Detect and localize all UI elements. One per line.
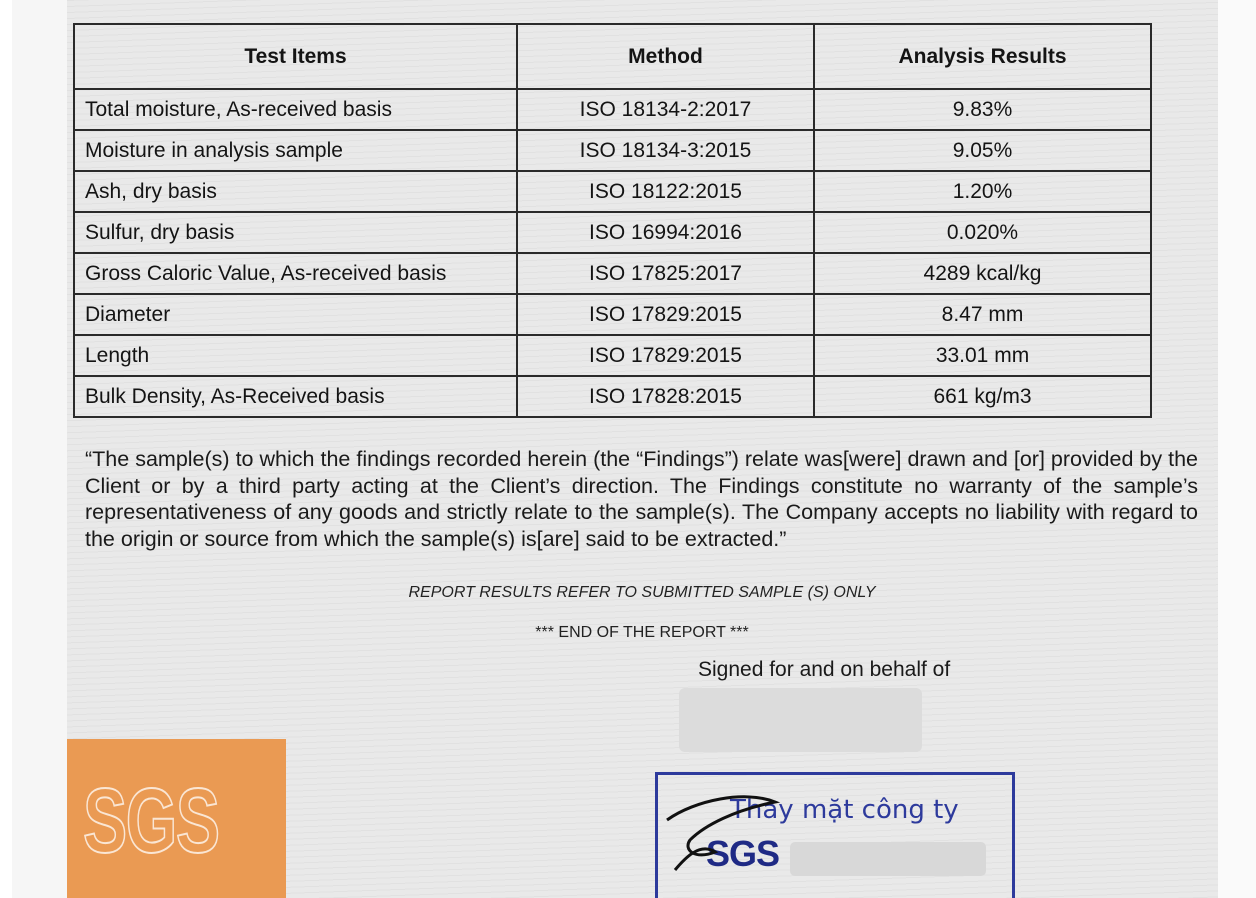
method-cell: ISO 18134-3:2015 xyxy=(517,130,814,171)
test-item-cell: Total moisture, As-received basis xyxy=(74,89,517,130)
method-cell: ISO 18122:2015 xyxy=(517,171,814,212)
table-row xyxy=(74,335,1151,376)
method-cell: ISO 18134-2:2017 xyxy=(517,89,814,130)
test-item-cell: Ash, dry basis xyxy=(74,171,517,212)
handwritten-signature xyxy=(655,780,805,880)
page-margin-left xyxy=(12,0,67,898)
test-item-cell: Diameter xyxy=(74,294,517,335)
result-cell: 33.01 mm xyxy=(814,335,1151,376)
test-item-cell: Moisture in analysis sample xyxy=(74,130,517,171)
method-cell: ISO 17829:2015 xyxy=(517,335,814,376)
header-test-items: Test Items xyxy=(74,24,517,89)
result-cell: 0.020% xyxy=(814,212,1151,253)
sgs-logo-text: SGS xyxy=(83,770,219,872)
result-cell: 661 kg/m3 xyxy=(814,376,1151,417)
result-cell: 4289 kcal/kg xyxy=(814,253,1151,294)
method-cell: ISO 17825:2017 xyxy=(517,253,814,294)
table-row xyxy=(74,253,1151,294)
header-analysis-results: Analysis Results xyxy=(814,24,1151,89)
header-method: Method xyxy=(517,24,814,89)
end-of-report-line: *** END OF THE REPORT *** xyxy=(535,624,749,641)
method-cell: ISO 17828:2015 xyxy=(517,376,814,417)
result-cell: 9.83% xyxy=(814,89,1151,130)
table-row xyxy=(74,171,1151,212)
stamp-sgs-logo: SGS xyxy=(706,833,780,874)
redacted-name-block xyxy=(679,688,922,752)
table-row xyxy=(74,294,1151,335)
stamp-text: Thay mặt công ty xyxy=(730,795,959,825)
method-cell: ISO 17829:2015 xyxy=(517,294,814,335)
table-row xyxy=(74,212,1151,253)
signed-on-behalf-label: Signed for and on behalf of xyxy=(698,658,951,681)
test-item-cell: Length xyxy=(74,335,517,376)
table-row xyxy=(74,89,1151,130)
disclaimer-paragraph: “The sample(s) to which the findings recorded herein (the “Findings”) relate was[were] drawn and [or] provided by the Client or by a third party acting at the Client’s direction. The Findings constitute no warranty of the sample’s representativeness of any goods and strictly relate to the sample(s). The Company accepts no liability with regard to the origin or source from which the sample(s) is[are] said to be extracted.” xyxy=(85,447,1198,551)
result-cell: 8.47 mm xyxy=(814,294,1151,335)
table-header-row xyxy=(74,24,1151,89)
sgs-logo-block xyxy=(67,739,286,898)
report-results-note: REPORT RESULTS REFER TO SUBMITTED SAMPLE (S) ONLY xyxy=(408,584,876,601)
test-item-cell: Gross Caloric Value, As-received basis xyxy=(74,253,517,294)
result-cell: 9.05% xyxy=(814,130,1151,171)
page-margin-right xyxy=(1218,0,1256,898)
analysis-results-table xyxy=(73,23,1152,418)
redacted-stamp-detail xyxy=(790,842,986,876)
result-cell: 1.20% xyxy=(814,171,1151,212)
test-item-cell: Bulk Density, As-Received basis xyxy=(74,376,517,417)
table-row xyxy=(74,376,1151,417)
method-cell: ISO 16994:2016 xyxy=(517,212,814,253)
test-item-cell: Sulfur, dry basis xyxy=(74,212,517,253)
table-row xyxy=(74,130,1151,171)
